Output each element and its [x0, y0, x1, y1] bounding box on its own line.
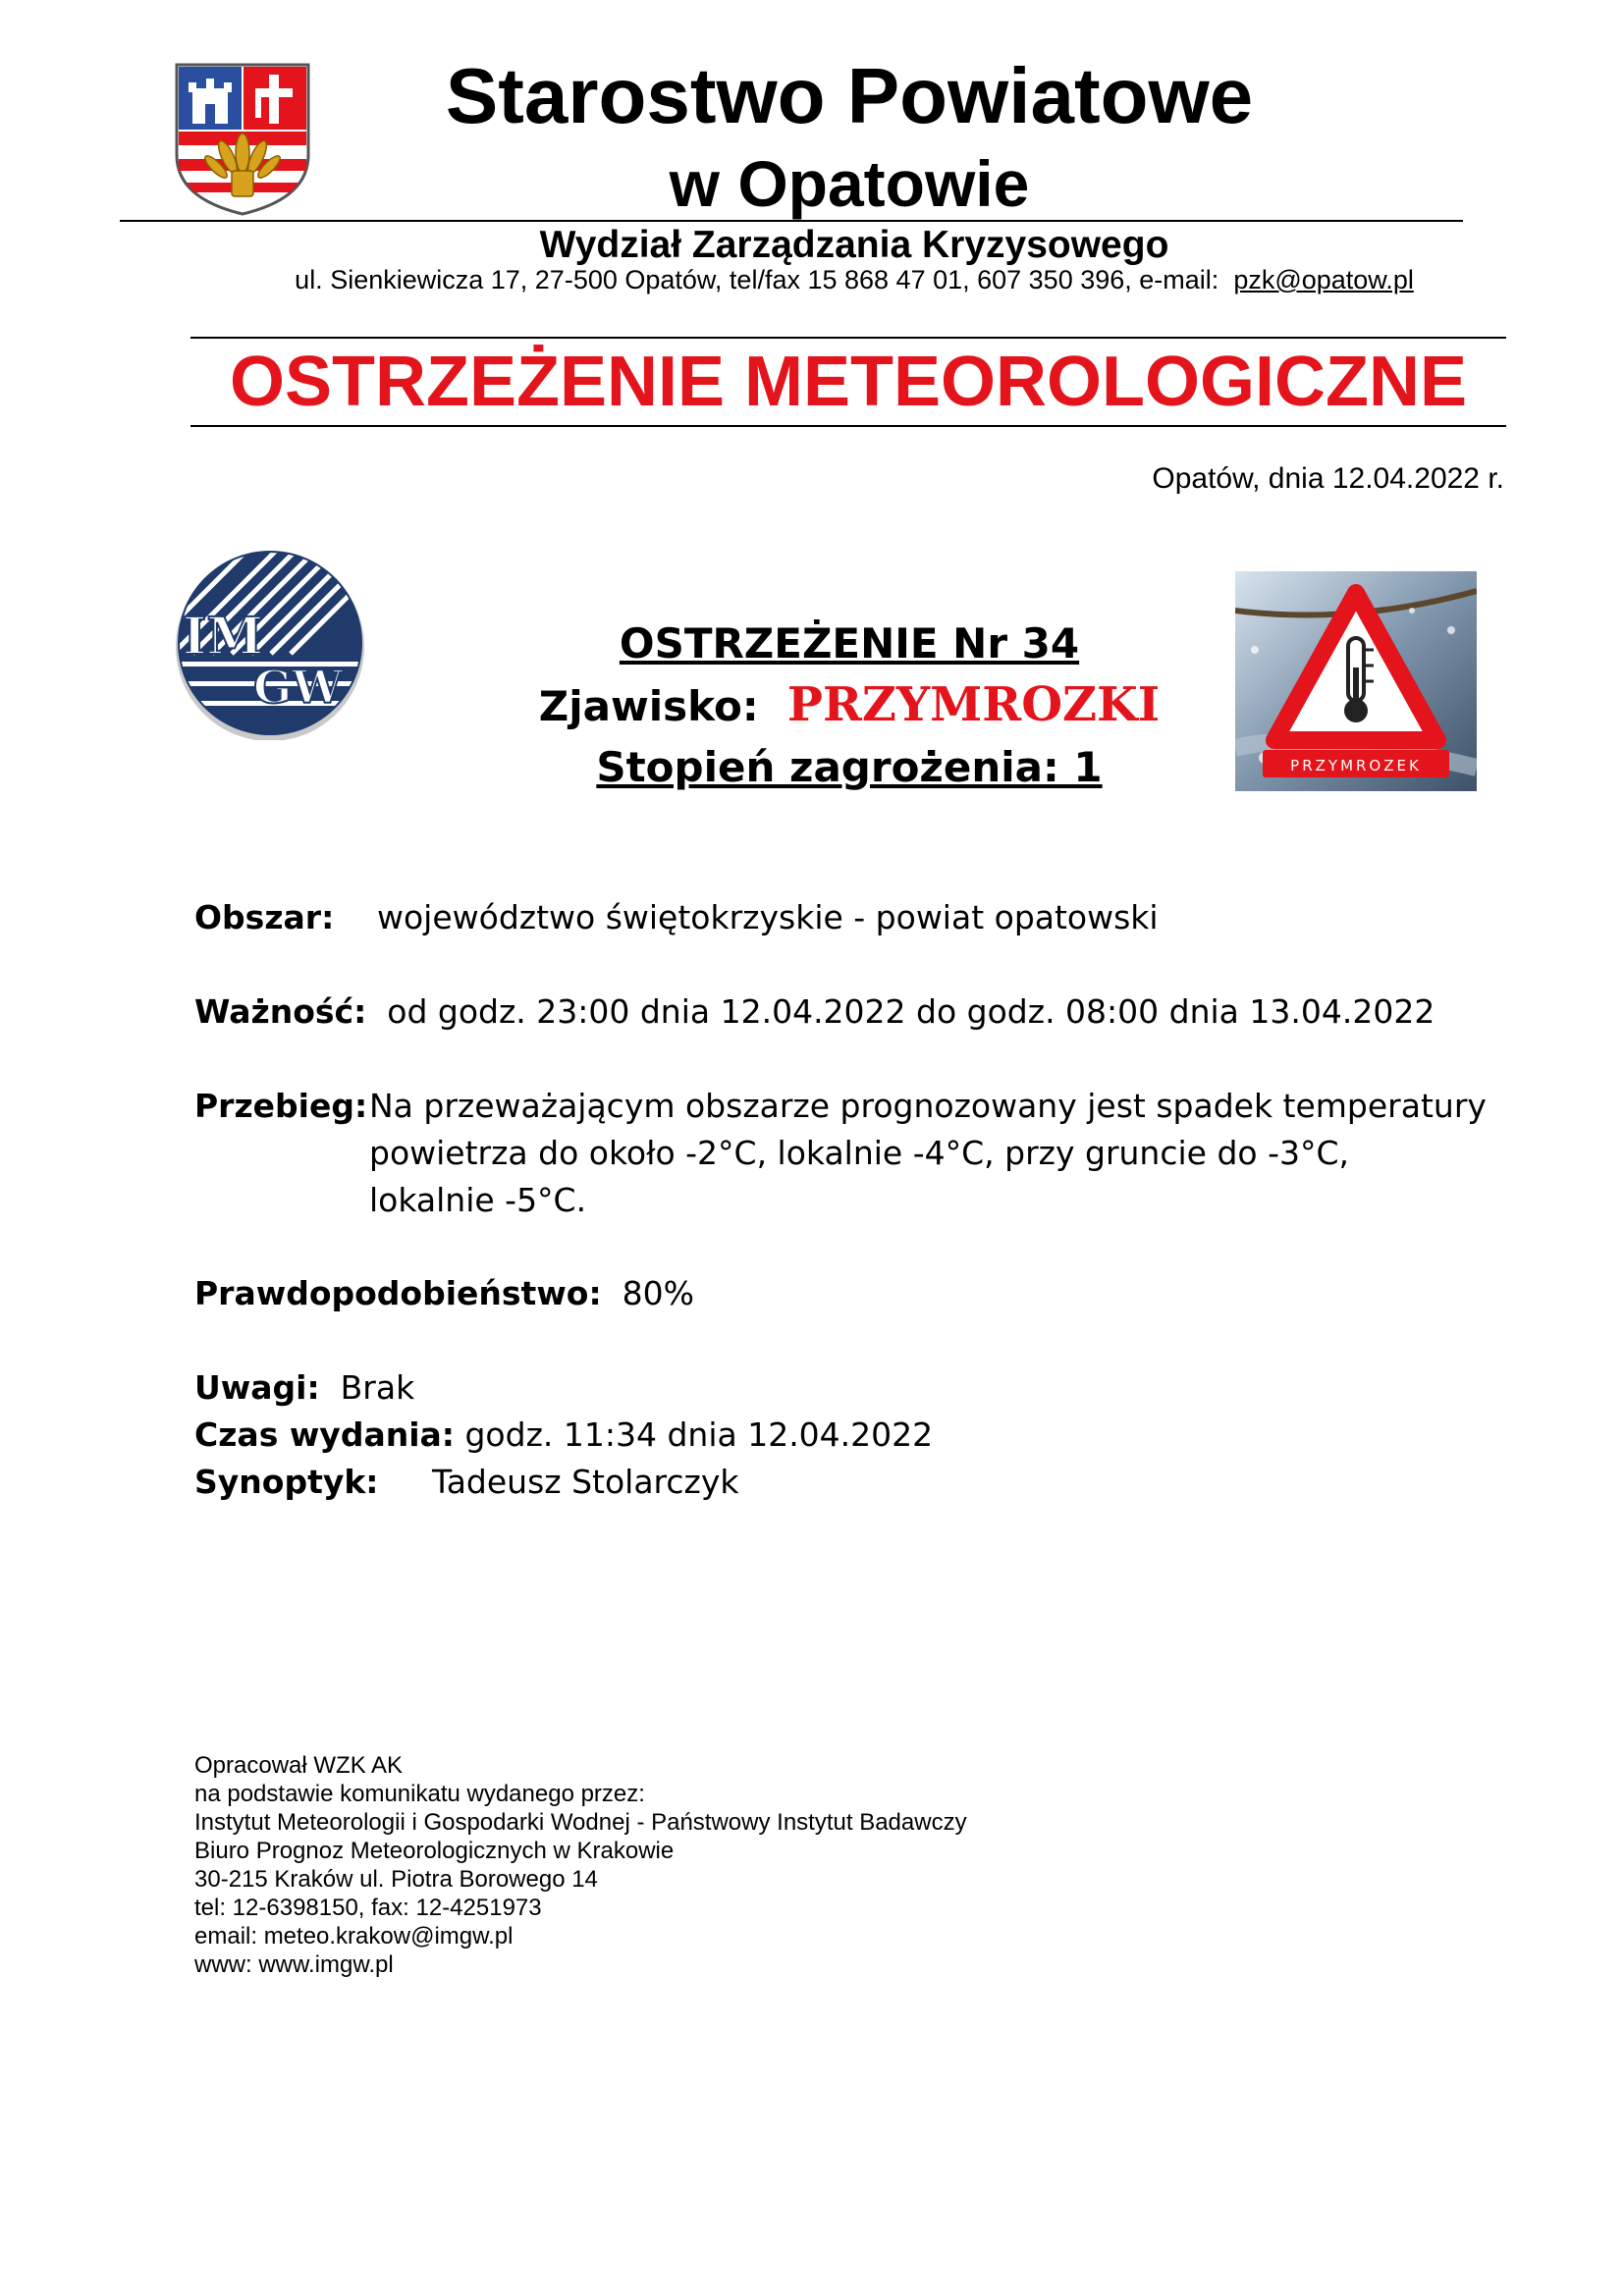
footer-line: tel: 12-6398150, fax: 12-4251973: [194, 1895, 542, 1921]
imgw-logo: [173, 546, 367, 740]
footer-line[interactable]: www: www.imgw.pl: [194, 1951, 394, 1978]
email-link[interactable]: pzk@opatow.pl: [1233, 265, 1414, 294]
department-name: Wydział Zarządzania Kryzysowego: [539, 224, 1169, 266]
warning-block: [491, 614, 1208, 798]
document-date: Opatów, dnia 12.04.2022 r.: [1152, 462, 1504, 495]
course-row: [194, 1083, 1487, 1219]
frost-warning-sign: [1235, 571, 1477, 791]
office-title: Starostwo Powiatowe: [445, 52, 1254, 139]
phenomenon-label: Zjawisko:: [538, 682, 759, 730]
footer-line: Instytut Meteorologii i Gospodarki Wodnej - Państwowy Instytut Badawczy: [194, 1809, 967, 1836]
course-line: Na przeważającym obszarze prognozowany jest spadek temperatury: [369, 1087, 1487, 1125]
area-value: województwo świętokrzyskie - powiat opatowski: [377, 898, 1159, 936]
remarks-label: Uwagi:: [194, 1368, 320, 1407]
validity-value: od godz. 23:00 dnia 12.04.2022 do godz. 08:00 dnia 13.04.2022: [387, 992, 1435, 1031]
warning-number: OSTRZEŻENIE Nr 34: [619, 619, 1080, 667]
remarks-value: Brak: [340, 1368, 415, 1407]
footer-line: 30-215 Kraków ul. Piotra Borowego 14: [194, 1866, 598, 1893]
title-bottom-divider: [190, 425, 1506, 427]
footer-line[interactable]: email: meteo.krakow@imgw.pl: [194, 1923, 514, 1949]
probability-value: 80%: [622, 1274, 695, 1312]
address-text: ul. Sienkiewicza 17, 27-500 Opatów, tel/fax 15 868 47 01, 607 350 396, e-mail:: [295, 265, 1219, 294]
document-title: OSTRZEŻENIE METEOROLOGICZNE: [229, 343, 1468, 421]
probability-row: [194, 1270, 694, 1317]
address-line: [0, 263, 1624, 296]
synoptic-row: [194, 1459, 739, 1506]
course-line: lokalnie -5°C.: [369, 1181, 587, 1219]
area-row: [194, 894, 1159, 941]
phenomenon-value: PRZYMROZKI: [786, 677, 1161, 732]
course-text: [369, 1083, 1624, 1224]
footer-line: Biuro Prognoz Meteorologicznych w Krakowie: [194, 1838, 675, 1864]
footer-line: na podstawie komunikatu wydanego przez:: [194, 1781, 645, 1807]
synoptic-label: Synoptyk:: [194, 1463, 379, 1501]
footer-source: [194, 1751, 967, 1979]
svg-text:IM: IM: [183, 607, 263, 667]
remarks-row: [194, 1364, 414, 1412]
probability-label: Prawdopodobieństwo:: [194, 1274, 602, 1312]
validity-label: Ważność:: [194, 992, 367, 1031]
threat-level: Stopień zagrożenia: 1: [596, 743, 1103, 791]
issue-time-label: Czas wydania:: [194, 1415, 455, 1454]
area-label: Obszar:: [194, 898, 335, 936]
course-label: Przebieg:: [194, 1087, 368, 1125]
validity-row: [194, 988, 1435, 1036]
issue-time-value: godz. 11:34 dnia 12.04.2022: [464, 1415, 934, 1454]
frost-sign-label: PRZYMROZEK: [1290, 757, 1422, 774]
course-line: powietrza do około -2°C, lokalnie -4°C, przy gruncie do -3°C,: [369, 1134, 1350, 1172]
svg-text:GW: GW: [253, 661, 343, 714]
footer-line: Opracował WZK AK: [194, 1752, 404, 1779]
issue-time-row: [194, 1412, 933, 1459]
office-subtitle: w Opatowie: [669, 147, 1030, 220]
synoptic-value: Tadeusz Stolarczyk: [432, 1463, 739, 1501]
title-top-divider: [190, 337, 1506, 339]
